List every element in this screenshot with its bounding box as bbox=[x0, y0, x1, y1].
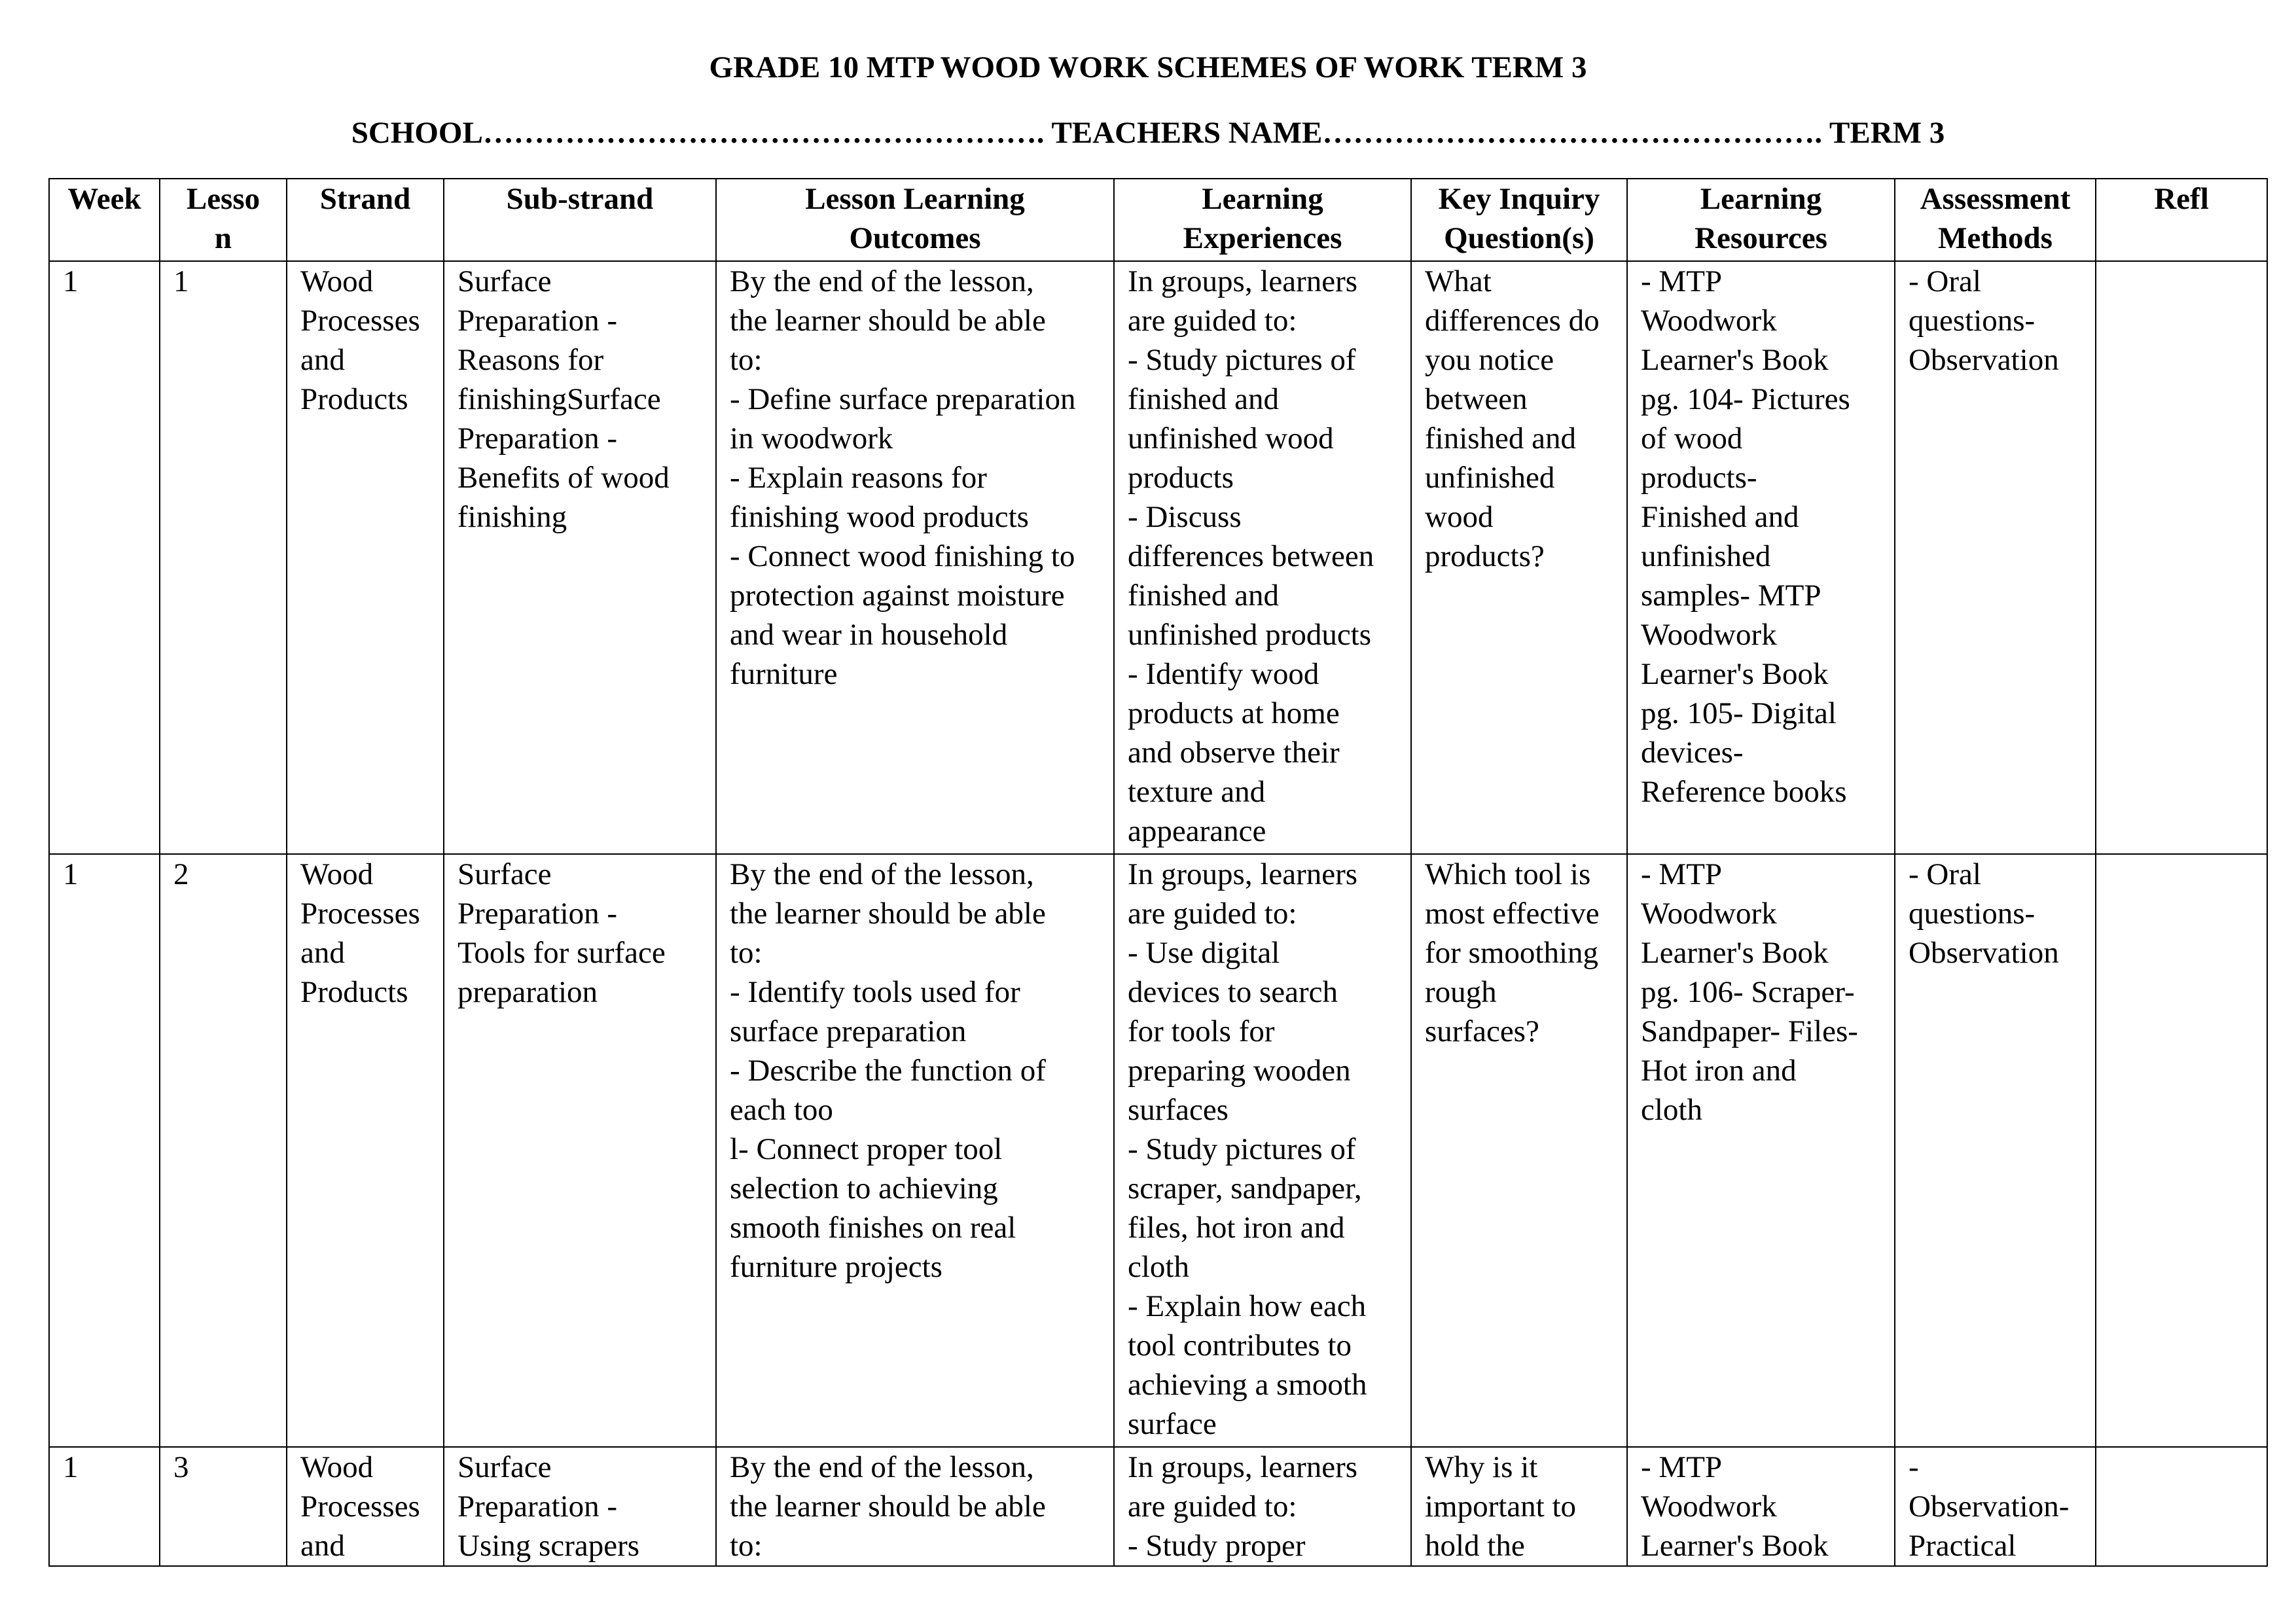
lesson-cell: 2 bbox=[160, 854, 287, 1447]
strand-cell: Wood Processes and Products bbox=[287, 261, 444, 854]
header-lesson: Lesso n bbox=[160, 179, 287, 261]
learning-resources-cell: - MTP Woodwork Learner's Book bbox=[1627, 1447, 1895, 1566]
table-row bbox=[49, 854, 2267, 1447]
table-row bbox=[49, 1447, 2267, 1566]
header-key-inquiry-questions: Key Inquiry Question(s) bbox=[1411, 179, 1627, 261]
reflection-cell bbox=[2096, 261, 2267, 854]
schemes-of-work-table bbox=[48, 178, 2268, 1567]
strand-cell: Wood Processes and Products bbox=[287, 854, 444, 1447]
reflection-cell bbox=[2096, 854, 2267, 1447]
learning-experiences-cell: In groups, learners are guided to: - Study proper bbox=[1114, 1447, 1411, 1566]
learning-outcomes-cell: By the end of the lesson, the learner should be able to: bbox=[716, 1447, 1114, 1566]
header-learning-experiences: Learning Experiences bbox=[1114, 179, 1411, 261]
learning-resources-cell: - MTP Woodwork Learner's Book pg. 104- Pictures of wood products- Finished and unfinished samples- MTP Woodwork Learner's Book pg. 105- Digital devices- Reference books bbox=[1627, 261, 1895, 854]
document-title: GRADE 10 MTP WOOD WORK SCHEMES OF WORK TERM 3 bbox=[709, 50, 1587, 84]
sub-strand-cell: Surface Preparation - Reasons for finishingSurface Preparation - Benefits of wood finishing bbox=[444, 261, 716, 854]
week-cell: 1 bbox=[49, 854, 160, 1447]
lesson-cell: 1 bbox=[160, 261, 287, 854]
key-inquiry-question-cell: Which tool is most effective for smoothing rough surfaces? bbox=[1411, 854, 1627, 1447]
header-assessment-methods: Assessment Methods bbox=[1895, 179, 2096, 261]
sub-strand-cell: Surface Preparation - Tools for surface preparation bbox=[444, 854, 716, 1447]
assessment-methods-cell: - Oral questions- Observation bbox=[1895, 261, 2096, 854]
header-reflection: Refl bbox=[2096, 179, 2267, 261]
week-cell: 1 bbox=[49, 1447, 160, 1566]
reflection-cell bbox=[2096, 1447, 2267, 1566]
learning-outcomes-cell: By the end of the lesson, the learner should be able to: - Define surface preparation in woodwork - Explain reasons for finishing wood products - Connect wood finishing to protection against moisture and wear in household furniture bbox=[716, 261, 1114, 854]
assessment-methods-cell: - Observation- Practical bbox=[1895, 1447, 2096, 1566]
table-row bbox=[49, 261, 2267, 854]
sub-strand-cell: Surface Preparation - Using scrapers bbox=[444, 1447, 716, 1566]
table-header-row bbox=[49, 179, 2267, 261]
strand-cell: Wood Processes and bbox=[287, 1447, 444, 1566]
assessment-methods-cell: - Oral questions- Observation bbox=[1895, 854, 2096, 1447]
learning-experiences-cell: In groups, learners are guided to: - Use digital devices to search for tools for preparing wooden surfaces - Study pictures of scraper, sandpaper, files, hot iron and cloth - Explain how each tool contributes to achieving a smooth surface bbox=[1114, 854, 1411, 1447]
school-teacher-term-line: SCHOOL………………………………………………. TEACHERS NAME…………………………………………. TERM 3 bbox=[351, 116, 1945, 150]
week-cell: 1 bbox=[49, 261, 160, 854]
learning-experiences-cell: In groups, learners are guided to: - Study pictures of finished and unfinished wood products - Discuss differences between finished and unfinished products - Identify wood products at home and observe their texture and appearance bbox=[1114, 261, 1411, 854]
header-strand: Strand bbox=[287, 179, 444, 261]
key-inquiry-question-cell: Why is it important to hold the bbox=[1411, 1447, 1627, 1566]
header-learning-resources: Learning Resources bbox=[1627, 179, 1895, 261]
lesson-cell: 3 bbox=[160, 1447, 287, 1566]
header-learning-outcomes: Lesson Learning Outcomes bbox=[716, 179, 1114, 261]
header-week: Week bbox=[49, 179, 160, 261]
header-sub-strand: Sub-strand bbox=[444, 179, 716, 261]
learning-resources-cell: - MTP Woodwork Learner's Book pg. 106- Scraper- Sandpaper- Files- Hot iron and cloth bbox=[1627, 854, 1895, 1447]
learning-outcomes-cell: By the end of the lesson, the learner should be able to: - Identify tools used for surface preparation - Describe the function of each too l- Connect proper tool selection to achieving smooth finishes on real furniture projects bbox=[716, 854, 1114, 1447]
key-inquiry-question-cell: What differences do you notice between finished and unfinished wood products? bbox=[1411, 261, 1627, 854]
